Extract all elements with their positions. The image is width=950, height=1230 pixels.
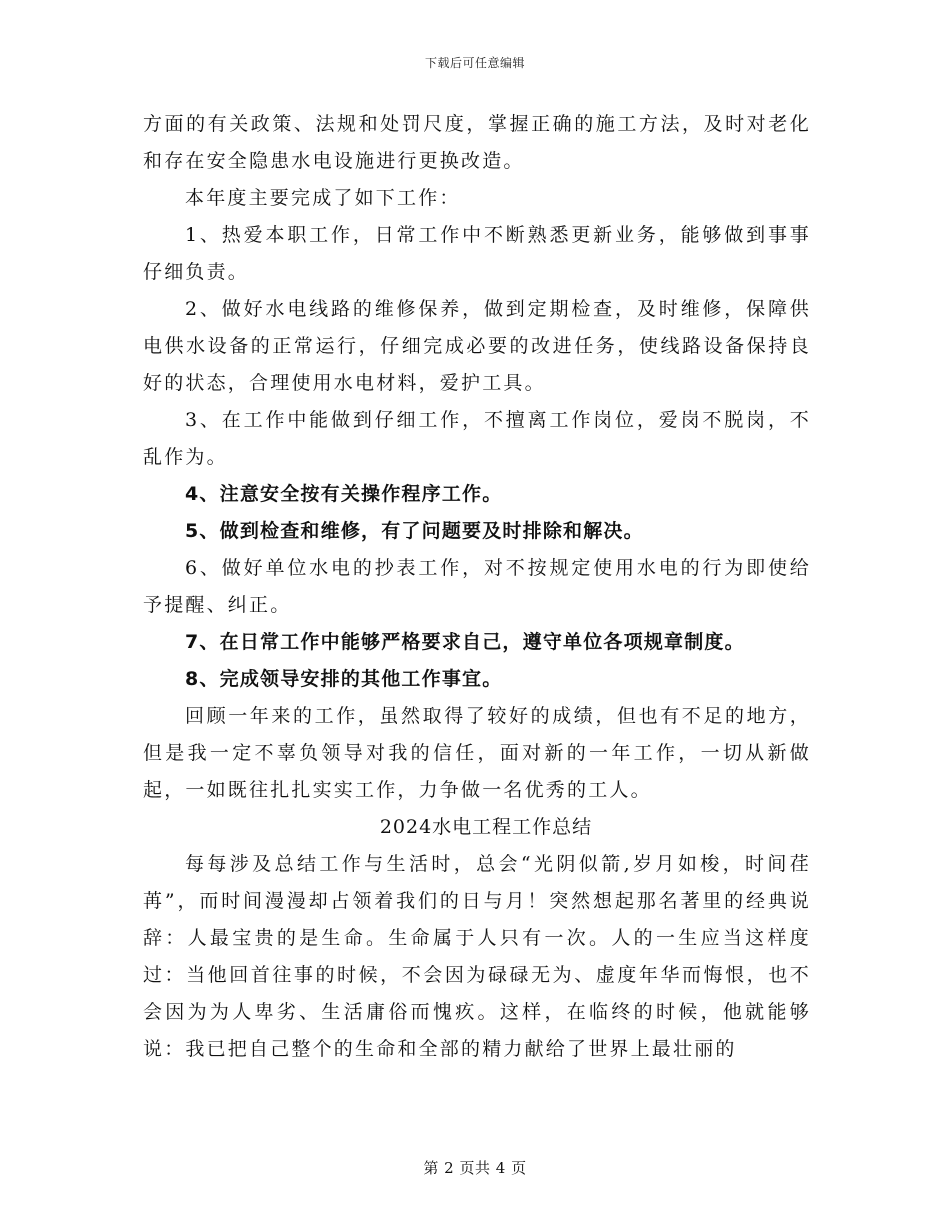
page-header: 下载后可任意编辑 — [424, 56, 525, 70]
list-item-2: 2、做好水电线路的维修保养，做到定期检查，及时维修，保障供电供水设备的正常运行，仔细完成必要的改进任务，使线路设备保持良好的状态，合理使用水电材料，爱护工具。 — [143, 298, 811, 394]
list-item-5: 5、做到检查和维修，有了问题要及时排除和解决。 — [185, 520, 644, 542]
paragraph-intro: 本年度主要完成了如下工作： — [185, 187, 461, 209]
page-footer: 第 2 页共 4 页 — [423, 1159, 527, 1177]
list-item-1: 1、热爱本职工作，日常工作中不断熟悉更新业务，能够做到事事仔细负责。 — [143, 224, 811, 283]
paragraph-review: 回顾一年来的工作，虽然取得了较好的成绩，但也有不足的地方，但是我一定不辜负领导对我的信任，面对新的一年工作，一切从新做起，一如既往扎扎实实工作，力争做一名优秀的工人。 — [143, 705, 811, 801]
paragraph-summary: 每每涉及总结工作与生活时，总会“光阴似箭,岁月如梭，时间荏苒”，而时间漫漫却占领着我们的日与月！突然想起那名著里的经典说辞：人最宝贵的是生命。生命属于人只有一次。人的一生应当这样度过：当他回首往事的时候，不会因为碌碌无为、虚度年华而悔恨，也不会因为为人卑劣、生活庸俗而愧疚。这样，在临终的时候，他就能够说：我已把自己整个的生命和全部的精力献给了世界上最壮丽的 — [143, 853, 811, 1060]
list-item-8: 8、完成领导安排的其他工作事宜。 — [185, 668, 503, 690]
list-item-3: 3、在工作中能做到仔细工作，不擅离工作岗位，爱岗不脱岗，不乱作为。 — [143, 409, 811, 468]
list-item-6: 6、做好单位水电的抄表工作，对不按规定使用水电的行为即使给予提醒、纠正。 — [143, 557, 811, 616]
list-item-7: 7、在日常工作中能够严格要求自己，遵守单位各项规章制度。 — [185, 631, 745, 653]
list-item-4: 4、注意安全按有关操作程序工作。 — [185, 483, 503, 505]
paragraph-continued: 方面的有关政策、法规和处罚尺度，掌握正确的施工方法，及时对老化和存在安全隐患水电设施进行更换改造。 — [143, 113, 811, 172]
section-heading: 2024水电工程工作总结 — [379, 816, 593, 838]
document-body — [143, 106, 811, 1068]
